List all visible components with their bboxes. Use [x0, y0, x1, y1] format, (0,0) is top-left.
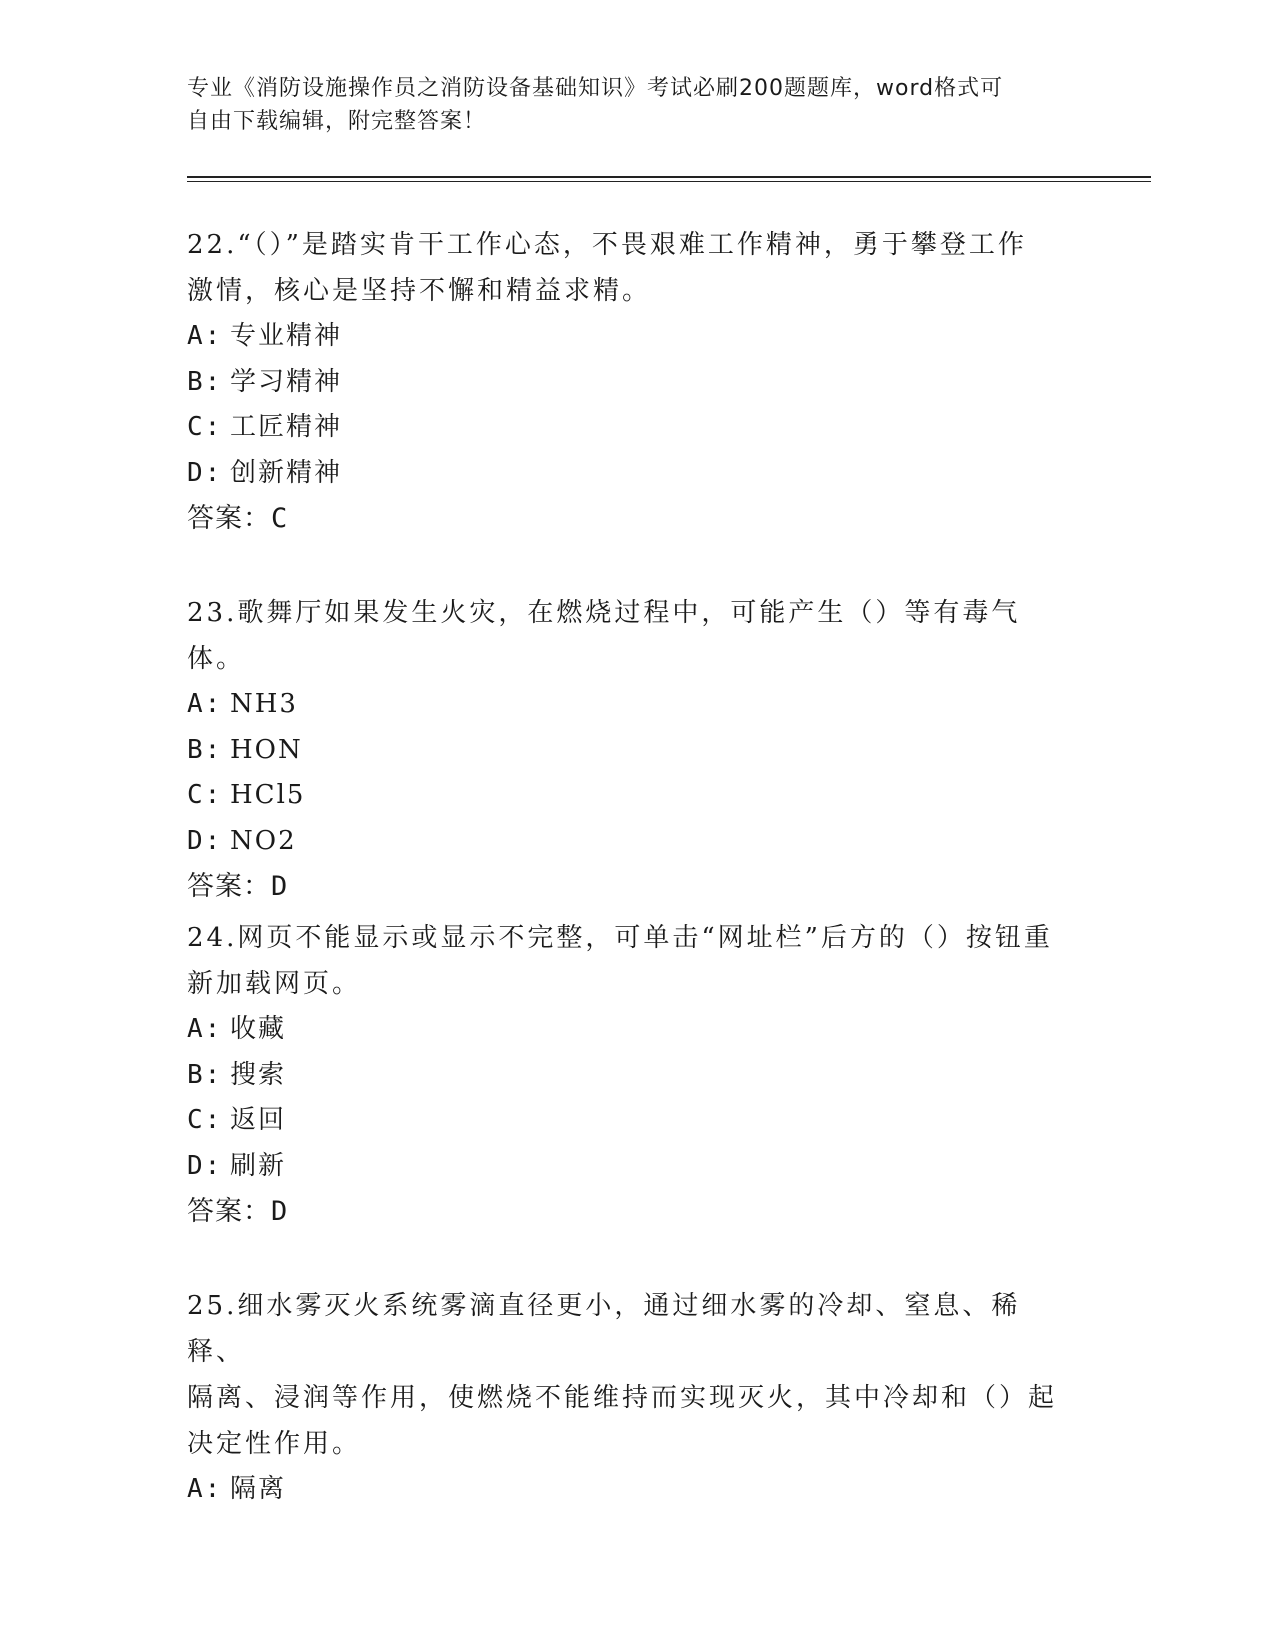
option-text: NO2 [230, 825, 297, 856]
answer-value: D [271, 1196, 288, 1227]
option-letter: A: [187, 689, 223, 719]
option-letter: B: [187, 734, 223, 765]
option-text: 创新精神 [230, 457, 343, 488]
option-text: HCl5 [230, 780, 306, 810]
option-c [187, 405, 1067, 451]
option-letter: A: [187, 1474, 223, 1504]
option-letter: B: [187, 366, 223, 397]
option-text: 学习精神 [230, 366, 343, 397]
question-stem-line: 决定性作用。 [187, 1429, 362, 1459]
document-header [187, 72, 1067, 138]
option-c [187, 773, 1067, 819]
option-a [187, 314, 1067, 360]
question-stem-line: 新加载网页。 [187, 969, 362, 999]
option-text: NH3 [230, 689, 298, 719]
option-letter: B: [187, 1059, 223, 1090]
option-b [187, 728, 1067, 774]
answer-label: 答案： [187, 503, 271, 534]
answer-line [187, 496, 1067, 541]
option-text: 工匠精神 [230, 412, 343, 442]
question-24 [187, 915, 1067, 1234]
option-d [187, 1144, 1067, 1190]
option-text: 返回 [230, 1105, 287, 1135]
option-b [187, 360, 1067, 406]
header-line-1: 专业《消防设施操作员之消防设备基础知识》考试必刷200题题库，word格式可 [187, 76, 1004, 101]
option-text: 专业精神 [230, 321, 343, 351]
header-divider-thick [187, 176, 1151, 178]
option-text: 刷新 [230, 1150, 287, 1181]
question-stem-line: 22.“（）”是踏实肯干工作心态，不畏艰难工作精神，勇于攀登工作 [187, 230, 1027, 260]
option-text: 搜索 [230, 1059, 287, 1090]
option-letter: D: [187, 1150, 223, 1181]
question-stem-line: 23.歌舞厅如果发生火灾，在燃烧过程中，可能产生（）等有毒气体。 [187, 598, 1021, 674]
question-22 [187, 222, 1067, 541]
option-letter: D: [187, 457, 223, 488]
option-letter: C: [187, 412, 223, 442]
answer-line [187, 864, 1067, 909]
option-text: HON [230, 734, 303, 765]
option-a [187, 1007, 1067, 1053]
header-divider-thin [187, 181, 1151, 182]
question-23 [187, 590, 1067, 909]
answer-line [187, 1189, 1067, 1234]
option-a [187, 682, 1067, 728]
option-letter: A: [187, 1014, 223, 1044]
option-d [187, 819, 1067, 865]
header-line-2: 自由下载编辑，附完整答案！ [187, 109, 487, 134]
option-c [187, 1098, 1067, 1144]
option-text: 隔离 [230, 1474, 287, 1504]
option-d [187, 451, 1067, 497]
answer-value: C [271, 503, 288, 534]
question-25 [187, 1283, 1067, 1513]
option-letter: A: [187, 321, 223, 351]
option-letter: C: [187, 1105, 223, 1135]
question-stem-line: 隔离、浸润等作用，使燃烧不能维持而实现灭火，其中冷却和（）起 [187, 1383, 1058, 1413]
question-stem-line: 24.网页不能显示或显示不完整，可单击“网址栏”后方的（）按钮重 [187, 923, 1053, 953]
option-a [187, 1467, 1067, 1513]
answer-value: D [271, 871, 288, 902]
question-stem-line: 激情，核心是坚持不懈和精益求精。 [187, 276, 652, 306]
option-text: 收藏 [230, 1014, 287, 1044]
option-letter: D: [187, 825, 223, 856]
answer-label: 答案： [187, 1196, 271, 1227]
question-stem-line: 25.细水雾灭火系统雾滴直径更小，通过细水雾的冷却、窒息、稀释、 [187, 1291, 1021, 1367]
option-b [187, 1053, 1067, 1099]
option-letter: C: [187, 780, 223, 810]
answer-label: 答案： [187, 871, 271, 902]
